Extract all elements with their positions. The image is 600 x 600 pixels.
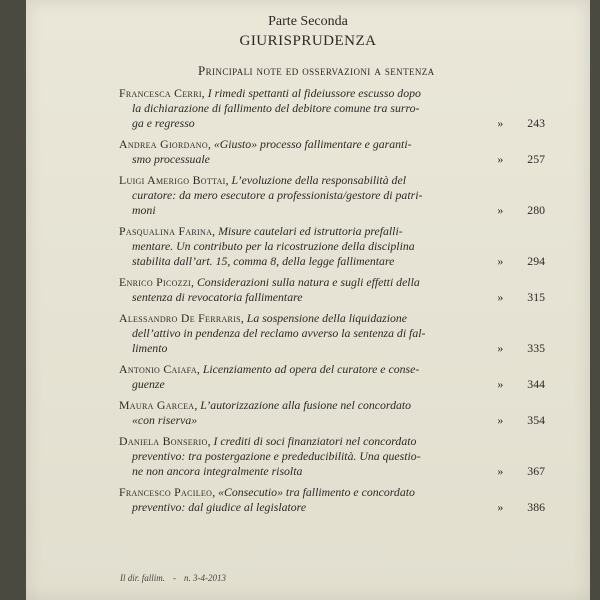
entry-separator: , bbox=[212, 224, 219, 238]
entry-line bbox=[119, 464, 544, 479]
entry-author: Daniela Bonserio bbox=[119, 434, 208, 448]
footer-issue: n. 3-4-2013 bbox=[184, 573, 227, 583]
entry-line bbox=[119, 173, 544, 188]
entry-line bbox=[119, 290, 544, 305]
entry-title-line: moni bbox=[132, 203, 156, 217]
entry-title-line: «Giusto» processo fallimentare e garanti- bbox=[213, 137, 412, 151]
entry-line bbox=[119, 398, 544, 413]
entry-line bbox=[119, 188, 544, 203]
entry-title-line: sentenza di revocatoria fallimentare bbox=[132, 290, 303, 304]
page-marker: » bbox=[497, 116, 504, 130]
entry-title-line: L’autorizzazione alla fusione nel concordato bbox=[200, 398, 412, 412]
entry-page-number bbox=[497, 500, 545, 515]
entry-line bbox=[119, 485, 544, 500]
entry-title-line: limento bbox=[132, 341, 168, 355]
entry-title-line: ne non ancora integralmente risolta bbox=[132, 464, 303, 478]
entry-author: Luigi Amerigo Bottai bbox=[119, 173, 226, 187]
entry-title-line: preventivo: dal giudice al legislatore bbox=[132, 500, 307, 514]
entry-line bbox=[119, 377, 544, 392]
entry-page-number bbox=[497, 290, 545, 305]
toc-entry bbox=[119, 275, 544, 305]
entry-line bbox=[119, 239, 544, 254]
entry-title-line: «con riserva» bbox=[132, 413, 198, 427]
entry-separator: , bbox=[207, 137, 214, 151]
entry-page-number bbox=[497, 152, 545, 167]
section-title: GIURISPRUDENZA bbox=[239, 33, 377, 49]
entry-line bbox=[119, 86, 544, 101]
entry-title-line: I crediti di soci finanziatori nel concordato bbox=[213, 434, 417, 448]
entry-page-number bbox=[497, 413, 545, 428]
entry-separator: , bbox=[201, 86, 208, 100]
page-number-value: 315 bbox=[527, 290, 545, 304]
page-number-value: 354 bbox=[527, 413, 545, 427]
toc-entry bbox=[119, 434, 544, 479]
toc-entry bbox=[119, 224, 544, 269]
entry-line bbox=[119, 311, 544, 326]
entry-title-line: preventivo: tra postergazione e prededucibilità. Una questio- bbox=[132, 449, 421, 463]
toc-entry bbox=[119, 362, 544, 392]
entry-title-line: mentare. Un contributo per la ricostruzione della disciplina bbox=[132, 239, 415, 253]
entry-separator: , bbox=[212, 485, 219, 499]
entry-line bbox=[119, 362, 544, 377]
entry-line bbox=[119, 224, 544, 239]
entry-line bbox=[119, 152, 544, 167]
footer-journal: Il dir. fallim. bbox=[120, 573, 166, 583]
entry-separator: , bbox=[191, 275, 197, 289]
toc-entry bbox=[119, 311, 544, 356]
page-marker: » bbox=[497, 413, 504, 427]
toc-entry bbox=[119, 137, 544, 167]
entry-title-line: la dichiarazione di fallimento del debitore comune tra surro- bbox=[132, 101, 420, 115]
entry-line bbox=[119, 449, 544, 464]
entry-line bbox=[119, 434, 544, 449]
entry-title-line: stabilita dall’art. 15, comma 8, della legge fallimentare bbox=[132, 254, 395, 268]
page-number-value: 344 bbox=[527, 377, 545, 391]
entry-title-line: Considerazioni sulla natura e sugli effetti della bbox=[196, 275, 420, 289]
entry-separator: , bbox=[194, 398, 201, 412]
page-number-value: 243 bbox=[527, 116, 545, 130]
entry-title-line: curatore: da mero esecutore a professionista/gestore di patri- bbox=[132, 188, 423, 202]
entry-separator: , bbox=[225, 173, 232, 187]
entry-author: Andrea Giordano bbox=[119, 137, 208, 151]
entry-separator: , bbox=[240, 311, 247, 325]
toc-entry bbox=[119, 398, 544, 428]
entry-title-line: La sospensione della liquidazione bbox=[246, 311, 408, 325]
page-number-value: 294 bbox=[527, 254, 545, 268]
entry-author: Antonio Caiafa bbox=[119, 362, 197, 376]
entry-title-line: ga e regresso bbox=[132, 116, 195, 130]
entry-title-line: guenze bbox=[132, 377, 165, 391]
page-marker: » bbox=[497, 341, 504, 355]
page-number-value: 367 bbox=[527, 464, 545, 478]
entry-title-line: I rimedi spettanti al fideiussore escusso dopo bbox=[207, 86, 421, 100]
entry-line bbox=[119, 254, 544, 269]
entry-page-number bbox=[497, 203, 545, 218]
entry-title-line: L’evoluzione della responsabilità del bbox=[231, 173, 406, 187]
toc-entries bbox=[119, 86, 544, 521]
entry-line bbox=[119, 101, 544, 116]
page-number-value: 335 bbox=[527, 341, 545, 355]
entry-line bbox=[119, 500, 544, 515]
page-marker: » bbox=[497, 254, 504, 268]
entry-line bbox=[119, 203, 544, 218]
entry-author: Francesca Cerri bbox=[119, 86, 202, 100]
entry-title-line: dell’attivo in pendenza del reclamo avverso la sentenza di fal- bbox=[132, 326, 426, 340]
entry-line bbox=[119, 326, 544, 341]
part-label: Parte Seconda bbox=[268, 14, 348, 29]
entry-page-number bbox=[497, 341, 545, 356]
entry-title-line: «Consecutio» tra fallimento e concordato bbox=[218, 485, 415, 499]
entry-line bbox=[119, 413, 544, 428]
book-page bbox=[26, 0, 590, 600]
page-marker: » bbox=[497, 290, 504, 304]
page-marker: » bbox=[497, 464, 504, 478]
page-number-value: 257 bbox=[527, 152, 545, 166]
entry-title-line: smo processuale bbox=[132, 152, 210, 166]
page-number-value: 280 bbox=[527, 203, 545, 217]
entry-page-number bbox=[497, 377, 545, 392]
entry-author: Pasqualina Farina bbox=[119, 224, 213, 238]
subheading: Principali note ed osservazioni a sentenza bbox=[198, 63, 435, 78]
footer-dash: - bbox=[173, 573, 177, 583]
page-marker: » bbox=[497, 377, 504, 391]
entry-title-line: Misure cautelari ed istruttoria prefalli- bbox=[218, 224, 403, 238]
entry-title-line: Licenziamento ad opera del curatore e conse- bbox=[202, 362, 420, 376]
page-marker: » bbox=[497, 203, 504, 217]
entry-page-number bbox=[497, 254, 545, 269]
toc-entry bbox=[119, 86, 544, 131]
entry-author: Alessandro De Ferraris bbox=[119, 311, 241, 325]
entry-page-number bbox=[497, 464, 545, 479]
page-marker: » bbox=[497, 152, 504, 166]
page-footer bbox=[120, 573, 226, 583]
page-marker: » bbox=[497, 500, 504, 514]
toc-entry bbox=[119, 173, 544, 218]
entry-line bbox=[119, 137, 544, 152]
entry-author: Enrico Picozzi bbox=[119, 275, 192, 289]
entry-author: Maura Garcea bbox=[119, 398, 195, 412]
entry-line bbox=[119, 341, 544, 356]
entry-separator: , bbox=[207, 434, 214, 448]
toc-entry bbox=[119, 485, 544, 515]
entry-author: Francesco Pacileo bbox=[119, 485, 213, 499]
page-number-value: 386 bbox=[527, 500, 545, 514]
entry-separator: , bbox=[196, 362, 203, 376]
entry-line bbox=[119, 275, 544, 290]
entry-line bbox=[119, 116, 544, 131]
entry-page-number bbox=[497, 116, 545, 131]
